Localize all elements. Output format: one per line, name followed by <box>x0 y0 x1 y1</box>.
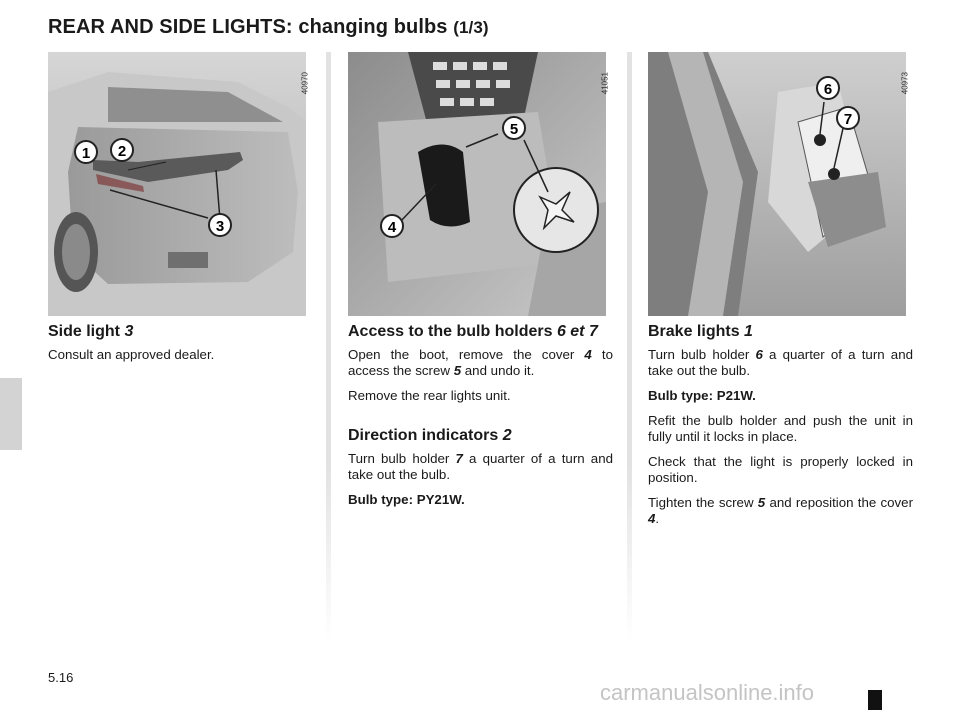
column-divider-2 <box>627 52 632 642</box>
callout-6: 6 <box>823 81 833 98</box>
side-light-text: Consult an approved dealer. <box>48 347 215 362</box>
watermark: carmanualsonline.info <box>600 680 815 705</box>
figure-light-unit <box>648 52 909 316</box>
page-title: REAR AND SIDE LIGHTS: changing bulbs (1/3) <box>48 16 489 38</box>
brake-lights-step-3: Check that the light is properly locked in position. <box>648 454 913 485</box>
section-tab <box>0 378 22 450</box>
brake-lights-step-4: Tighten the screw 5 and reposition the cover 4. <box>648 495 913 526</box>
callout-3: 3 <box>215 218 225 235</box>
figure-boot-cover <box>348 52 609 316</box>
figure-code: 40973 <box>900 72 909 95</box>
column-bulb-holders <box>348 322 613 517</box>
callout-1: 1 <box>81 145 91 162</box>
callout-4: 4 <box>387 219 397 236</box>
callout-2: 2 <box>117 143 127 160</box>
corner-mark <box>868 690 882 710</box>
bulb-holders-step-2: Remove the rear lights unit. <box>348 388 511 403</box>
heading-direction-indicators: Direction indicators 2 <box>348 427 512 444</box>
title-part-indicator: (1/3) <box>453 18 489 37</box>
column-divider-1 <box>326 52 331 642</box>
callout-7: 7 <box>843 111 853 128</box>
heading-bulb-holders: Access to the bulb holders 6 et 7 <box>348 323 598 340</box>
column-side-light <box>48 322 313 372</box>
bulb-holders-step-1: Open the boot, remove the cover 4 to access the screw 5 and undo it. <box>348 347 613 378</box>
direction-indicators-text: Turn bulb holder 7 a quarter of a turn and take out the bulb. <box>348 451 613 482</box>
direction-bulb-type: Bulb type: PY21W. <box>348 492 465 507</box>
heading-side-light: Side light 3 <box>48 323 134 340</box>
brake-lights-step-1: Turn bulb holder 6 a quarter of a turn and take out the bulb. <box>648 347 913 378</box>
brake-bulb-type: Bulb type: P21W. <box>648 388 756 403</box>
callout-5: 5 <box>509 121 519 138</box>
brake-lights-step-2: Refit the bulb holder and push the unit in fully until it locks in place. <box>648 413 913 444</box>
column-brake-lights <box>648 322 913 536</box>
figure-rear-of-car <box>48 52 309 316</box>
page-number: 5.16 <box>48 670 74 685</box>
figure-code: 40970 <box>300 72 309 95</box>
figure-code: 41051 <box>600 72 609 95</box>
heading-brake-lights: Brake lights 1 <box>648 323 753 340</box>
